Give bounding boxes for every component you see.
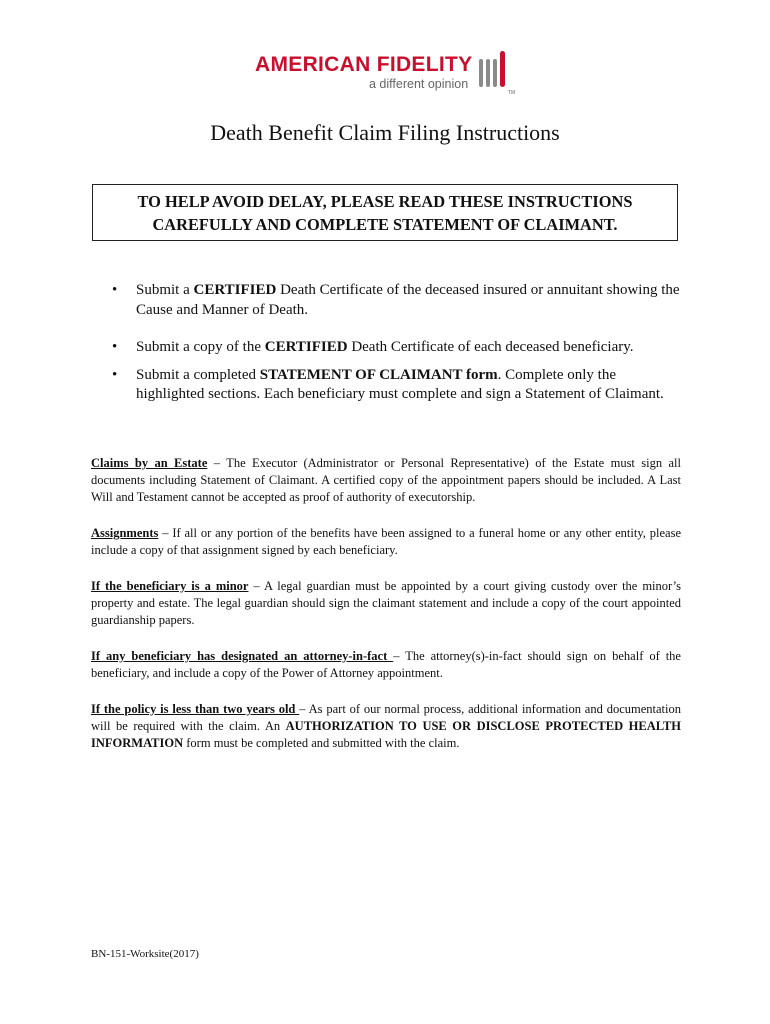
section-bold-text: AUTHORIZATION TO USE OR DISCLOSE PROTECTED HEALTH INFORMATION: [91, 719, 682, 751]
section-text: – A legal guardian must be appointed by a court giving custody over the minor’s property and estate. The legal guardian should sign the claimant statement and include a copy of the court appointed guardianship papers.: [91, 579, 681, 628]
section-text: – The Executor (Administrator or Personal Representative) of the Estate must sign all documents including Statement of Claimant. A certified copy of the appointment papers should be included. A Last Will and Testament cannot be accepted as proof of authority of executorship.: [91, 456, 681, 505]
list-item: • Submit a completed STATEMENT OF CLAIMANT form. Complete only the highlighted sections. Each beneficiary must complete and sign a Statement of Claimant.: [112, 366, 664, 402]
trademark-mark: TM: [508, 90, 516, 96]
brand-bars-icon: [479, 51, 509, 87]
section-heading: If any beneficiary has designated an attorney-in-fact: [91, 649, 394, 663]
list-item: • Submit a CERTIFIED Death Certificate of the deceased insured or annuitant showing the Cause and Manner of Death.: [112, 282, 680, 318]
brand-name: AMERICAN FIDELITY: [255, 53, 473, 76]
form-number: BN-151-Worksite(2017): [91, 948, 199, 960]
page-title: Death Benefit Claim Filing Instructions: [210, 120, 560, 145]
section-heading: Claims by an Estate: [91, 456, 208, 470]
section-heading: Assignments: [91, 526, 159, 540]
list-item: • Submit a copy of the CERTIFIED Death Certificate of each deceased beneficiary.: [108, 338, 688, 358]
section-assignments: [91, 525, 681, 559]
section-attorney: [91, 648, 681, 682]
section-text: form must be completed and submitted with the claim.: [183, 736, 460, 751]
section-text: – If all or any portion of the benefits have been assigned to a funeral home or any other entity, please include a copy of that assignment signed by each beneficiary.: [91, 526, 681, 558]
section-heading: If the beneficiary is a minor: [91, 579, 249, 593]
section-estate: [91, 455, 681, 507]
notice-box: [92, 184, 678, 241]
brand-logo: [255, 48, 525, 98]
notice-line-1: TO HELP AVOID DELAY, PLEASE READ THESE INSTRUCTIONS: [137, 192, 633, 211]
bullet-icon: •: [112, 339, 118, 355]
bullet-icon: •: [112, 282, 118, 298]
section-minor: [91, 578, 681, 630]
section-text: – The attorney(s)-in-fact should sign on behalf of the beneficiary, and include a copy of the Power of Attorney appointment.: [91, 649, 681, 681]
requirements-list: [108, 281, 688, 405]
section-heading: If the policy is less than two years old: [91, 702, 300, 716]
notice-line-2: CAREFULLY AND COMPLETE STATEMENT OF CLAIMANT.: [152, 215, 618, 234]
bullet-icon: •: [112, 366, 118, 383]
section-text: – As part of our normal process, additional information and documentation will be required with the claim. An: [91, 702, 681, 734]
brand-tagline: a different opinion: [369, 77, 469, 91]
section-new-policy: [91, 701, 681, 753]
